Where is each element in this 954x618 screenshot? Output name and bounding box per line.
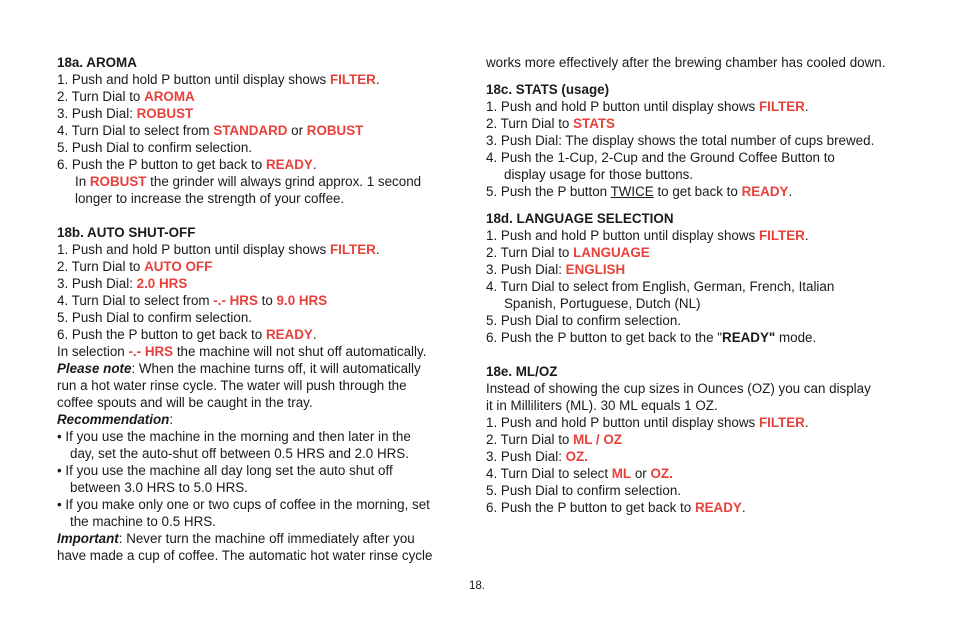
selection-note: In selection -.- HRS the machine will not shut off automatically.: [57, 344, 427, 359]
bullet-1: • If you use the machine in the morning and then later in the: [57, 429, 411, 444]
keyword: 9.0 HRS: [276, 293, 328, 308]
right-column: [486, 54, 906, 516]
step-2: 2. Turn Dial to ML / OZ: [486, 432, 622, 447]
intro-line-1: Instead of showing the cup sizes in Ounces (OZ) you can display: [486, 381, 871, 396]
robust-note: In ROBUST the grinder will always grind approx. 1 second: [75, 174, 422, 189]
keyword: FILTER: [329, 72, 376, 87]
keyword: READY: [265, 327, 313, 342]
keyword: ML / OZ: [573, 432, 622, 447]
step-1: 1. Push and hold P button until display shows FILTER.: [486, 228, 809, 243]
important-label: Important: [57, 531, 119, 546]
section-title-aroma: 18a. AROMA: [57, 55, 137, 70]
step-1: 1. Push and hold P button until display shows FILTER.: [486, 415, 809, 430]
step-4-cont: Spanish, Portuguese, Dutch (NL): [504, 296, 701, 311]
step-4-cont: display usage for those buttons.: [504, 167, 694, 182]
section-title-ml-oz: 18e. ML/OZ: [486, 364, 558, 379]
bullet-2: • If you use the machine all day long set the auto shut off: [57, 463, 393, 478]
step-4: 4. Turn Dial to select ML or OZ.: [486, 466, 673, 481]
step-3: 3. Push Dial: ROBUST: [57, 106, 194, 121]
keyword: ROBUST: [306, 123, 364, 138]
section-ml-oz: [486, 363, 906, 516]
keyword: AROMA: [144, 89, 195, 104]
bullet-2-cont: between 3.0 HRS to 5.0 HRS.: [70, 480, 248, 495]
keyword: FILTER: [758, 99, 805, 114]
please-note-label: Please note: [57, 361, 132, 376]
important-note-line-3: works more effectively after the brewing chamber has cooled down.: [486, 55, 886, 70]
step-3: 3. Push Dial: The display shows the total number of cups brewed.: [486, 133, 875, 148]
step-3: 3. Push Dial: ENGLISH: [486, 262, 626, 277]
bullet-1-cont: day, set the auto-shut off between 0.5 HRS and 2.0 HRS.: [70, 446, 409, 461]
keyword: ENGLISH: [565, 262, 626, 277]
keyword: READY: [694, 500, 742, 515]
bullet-3: • If you make only one or two cups of coffee in the morning, set: [57, 497, 430, 512]
bullet-3-cont: the machine to 0.5 HRS.: [70, 514, 216, 529]
step-6: 6. Push the P button to get back to READY.: [486, 500, 746, 515]
section-aroma: [57, 54, 477, 207]
step-6: 6. Push the P button to get back to READY.: [57, 327, 317, 342]
keyword: FILTER: [329, 242, 376, 257]
keyword: AUTO OFF: [144, 259, 213, 274]
left-column: [57, 54, 477, 564]
important-note-line-2: have made a cup of coffee. The automatic hot water rinse cycle: [57, 548, 433, 563]
step-6: 6. Push the P button to get back to the "READY" mode.: [486, 330, 817, 345]
page-number: 18.: [469, 580, 485, 592]
section-language: [486, 210, 906, 346]
step-5: 5. Push Dial to confirm selection.: [486, 483, 681, 498]
section-auto-shut-off: [57, 224, 477, 564]
step-2: 2. Turn Dial to LANGUAGE: [486, 245, 650, 260]
section-title-auto-shut-off: 18b. AUTO SHUT-OFF: [57, 225, 196, 240]
step-4: 4. Turn Dial to select from STANDARD or ROBUST: [57, 123, 364, 138]
keyword: STANDARD: [213, 123, 288, 138]
keyword: ML: [611, 466, 632, 481]
keyword: -.- HRS: [213, 293, 258, 308]
step-6: 6. Push the P button to get back to READY.: [57, 157, 317, 172]
keyword: OZ.: [565, 449, 588, 464]
please-note: Please note: When the machine turns off, it will automatically: [57, 361, 421, 376]
step-1: 1. Push and hold P button until display shows FILTER.: [486, 99, 809, 114]
section-title-language: 18d. LANGUAGE SELECTION: [486, 211, 674, 226]
step-3: 3. Push Dial: OZ.: [486, 449, 588, 464]
please-note-line-2: run a hot water rinse cycle. The water will push through the: [57, 378, 407, 393]
step-5: 5. Push the P button TWICE to get back to READY.: [486, 184, 793, 199]
keyword: OZ.: [650, 466, 673, 481]
keyword: STATS: [573, 116, 615, 131]
step-3: 3. Push Dial: 2.0 HRS: [57, 276, 188, 291]
keyword: ROBUST: [89, 174, 147, 189]
step-5: 5. Push Dial to confirm selection.: [57, 140, 252, 155]
intro-line-2: it in Milliliters (ML). 30 ML equals 1 OZ.: [486, 398, 718, 413]
step-5: 5. Push Dial to confirm selection.: [57, 310, 252, 325]
keyword: 2.0 HRS: [136, 276, 188, 291]
please-note-line-3: coffee spouts and will be caught in the tray.: [57, 395, 313, 410]
keyword: ROBUST: [136, 106, 194, 121]
robust-note-cont: longer to increase the strength of your coffee.: [75, 191, 345, 206]
step-4: 4. Push the 1-Cup, 2-Cup and the Ground Coffee Button to: [486, 150, 835, 165]
keyword: READY: [265, 157, 313, 172]
section-stats: [486, 81, 906, 200]
important-note: Important: Never turn the machine off immediately after you: [57, 531, 415, 546]
keyword: FILTER: [758, 415, 805, 430]
keyword: FILTER: [758, 228, 805, 243]
step-5: 5. Push Dial to confirm selection.: [486, 313, 681, 328]
step-2: 2. Turn Dial to AROMA: [57, 89, 195, 104]
step-4: 4. Turn Dial to select from -.- HRS to 9.0 HRS: [57, 293, 328, 308]
step-2: 2. Turn Dial to AUTO OFF: [57, 259, 213, 274]
step-4: 4. Turn Dial to select from English, German, French, Italian: [486, 279, 835, 294]
step-2: 2. Turn Dial to STATS: [486, 116, 615, 131]
step-1: 1. Push and hold P button until display shows FILTER.: [57, 72, 380, 87]
recommendation-heading: Recommendation:: [57, 412, 174, 427]
keyword: LANGUAGE: [573, 245, 650, 260]
keyword: READY: [741, 184, 789, 199]
step-1: 1. Push and hold P button until display shows FILTER.: [57, 242, 380, 257]
section-title-stats: 18c. STATS (usage): [486, 82, 610, 97]
keyword: -.- HRS: [128, 344, 174, 359]
